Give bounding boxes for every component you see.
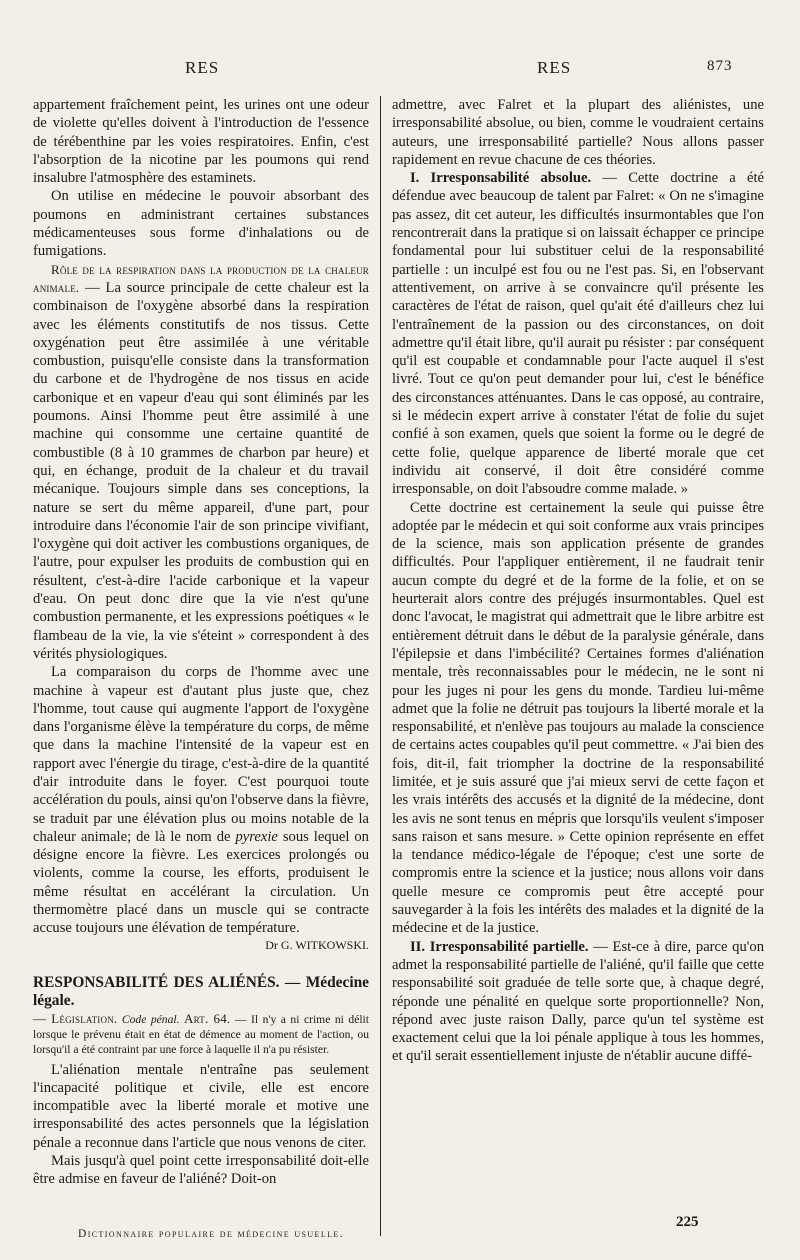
paragraph-text: — Cette doctrine a été défendue avec beaucoup de talent par Falret: « On ne s'imagine pas assez, dit cet auteur, les difficultés insurmontables que l'on rencontrerait dans la pratique si on laissait échapper ce principe fondamental pour lui substituer celui de la responsabilité partielle : un inculpé est fou ou ne l'est pas. Si, en l'observant attentivement, on arrive à se convaincre qu'il présente les caractères de l'état de raison, quel qu'ait été d'ailleurs chez lui l'entraînement de la passion ou des circonstances, on doit admettre qu'il était libre, qu'il aurait pu résister : par conséquent qu'il est coupable et condamnable pour l'acte auquel il s'est livré. Tout ce qu'on peut demander pour lui, c'est le bénéfice des circonstances atténuantes. Dans le cas opposé, au contraire, si le médecin expert arrive à constater l'état de folie du sujet confié à son examen, quels que soient la forme ou le degré de cette folie, quelque apparence de liberté morale que cet individu ait conservé, il doit être considéré comme irresponsable, on doit l'absoudre comme malade. » [392,170,765,498]
paragraph: On utilise en médecine le pouvoir absorbant des poumons en administrant certaines substances médicamenteuses sous forme d'inhalations ou de fumigations. [33,188,369,260]
footer-title: Dictionnaire populaire de médecine usuelle. [78,1228,344,1240]
paragraph [392,938,764,1066]
section-heading: II. Irresponsabilité partielle. [410,938,589,955]
paragraph [33,261,369,664]
paragraph-text: La comparaison du corps de l'homme avec une machine à vapeur est d'autant plus juste que, chez l'homme, tout cause qui augmente l'apport de l'oxygène dans l'organisme élève la température du corps, de même que dans la machine l'intensité de la vapeur est en rapport avec l'énergie du tirage, c'est-à-dire de la quantité d'air introduite dans le foyer. C'est pourquoi toute accélération du pouls, ainsi qu'on l'observe dans la fièvre, se traduit par une élévation plus ou moins notable de la chaleur animale; de là le nom de [33,664,369,845]
legal-notice [33,1011,369,1057]
paragraph: Mais jusqu'à quel point cette irresponsabilité doit-elle être admise en faveur de l'aliéné? Doit-on [33,1153,369,1188]
header-left: RES [185,58,220,77]
paragraph-text: — Est-ce à dire, parce qu'on admet la responsabilité partielle de l'aliéné, qu'il faille que cette responsabilité soit graduée de telle sorte que, à chaque degré, réponde une pénalité en quelque sorte proportionnelle? Non, répond avec juste raison Dally, parce qu'un tel système est exactement celui que la loi pénale applique à tous les hommes, et qu'il serait essentiellement injuste de n'établir aucune diffé- [392,938,764,1065]
paragraph [33,663,369,937]
right-column [392,96,764,1066]
paragraph: admettre, avec Falret et la plupart des aliénistes, une irresponsabilité absolue, ou bien, comme le voudraient certains auteurs, une irresponsabilité partielle? Nous allons passer rapidement en revue chacune de ces théories. [392,97,764,168]
paragraph: appartement fraîchement peint, les urines ont une odeur de violette qu'elles doivent à l'introduction de l'essence de térébenthine par les voies respiratoires. Enfin, c'est l'absorption de la nicotine par les poumons qui rend insalubre l'atmosphère des estaminets. [33,97,369,187]
paragraph-text: — La source principale de cette chaleur est la combinaison de l'oxygène absorbé dans la respiration avec les éléments constitutifs de nos tissus. Cette oxygénation peut être assimilée à une véritable combustion, puisqu'elle consiste dans la transformation du carbone et de l'hydrogène de nos tissus en acide carbonique et en vapeur d'eau qui sont éliminés par les poumons. Ainsi l'homme peut être assimilé à une machine qui consomme une certaine quantité de combustible (8 à 10 grammes de charbon par heure) et qui, en échange, produit de la chaleur et du travail mécanique. Toujours simple dans ses conceptions, la nature se sert du même appareil, d'une part, pour introduire dans l'économie l'air de son principe vivifiant, l'oxygène qui doit activer les combustions organiques, de l'autre, pour expulser les produits de combustion qui en résultent, c'est-à-dire l'acide carbonique et la vapeur d'eau. On peut donc dire que la vie n'est qu'une combustion permanente, et les expressions poétiques « le flambeau de la vie, la vie s'éteint » correspondent à des vérités physiologiques. [33,279,369,662]
italic-term: pyrexie [235,828,278,845]
legal-article: Art. 64. [184,1010,231,1026]
page-number: 873 [707,58,733,74]
column-divider [380,96,381,1236]
left-column [33,96,369,1189]
entry-title: RESPONSABILITÉ DES ALIÉNÉS. — Médecine légale. [33,973,369,1010]
section-heading: I. Irresponsabilité absolue. [410,170,592,187]
legal-text: — Il n'y a ni crime ni délit lorsque le prévenu était en état de démence au moment de l'action, ou lorsqu'il a été contraint par une force à laquelle il n'a pu résister. [33,1012,369,1056]
section-heading: Rôle de la respiration dans la production de la chaleur animale. [33,261,369,295]
running-header [0,58,800,82]
paragraph-text: sous lequel on désigne encore la fièvre. Les exercices prolongés ou violents, comme la course, les efforts, produisent le même résultat en accélérant la circulation. Un thermomètre placé dans un muscle qui se contracte accuse toujours une élévation de température. [33,828,369,937]
legal-code: Code pénal. [121,1012,180,1026]
paragraph [392,169,764,498]
legal-label: — Législation. [33,1010,118,1026]
sheet-signature: 225 [676,1214,699,1230]
author-signature: Dr G. WITKOWSKI. [265,937,369,952]
paragraph: Cette doctrine est certainement la seule qui puisse être adoptée par le médecin et qui soit conforme aux vrais principes de la science, mais son application présente de grandes difficultés. Pour l'appliquer entièrement, il ne faudrait tenir aucun compte du degré et de la forme de la folie, et on se heurterait alors contre des préjugés insurmontables. Quel est donc l'avocat, le magistrat qui admettrait que le libre arbitre est entièrement détruit dans le début de la paralysie générale, dans l'épilepsie et dans l'imbécilité? Certaines formes d'aliénation mentale, très reconnaissables pour le médecin, ne le sont ni pour les juges ni pour les gens du monde. Tardieu lui-même admet que la folie ne détruit pas toujours la liberté morale et la responsabilité, et n'enlève pas toujours au malade la conscience de certains actes coupables qu'il peut commettre. « J'ai bien des fois, dit-il, fait triompher la doctrine de la responsabilité limitée, et je suis assuré que j'ai mieux servi de cette façon et les vrais intérêts des accusés et la dignité de la médecine, dont les avis ne sont tenus en mépris que lorsqu'ils veulent s'imposer sans raison et sans mesure. » Cette opinion représente en effet la tendance médico-légale de l'époque; c'est une sorte de compromis entre la science et la justice; nous allons voir dans quelle mesure ce compromis peut être accepté pour sauvegarder à la fois les intérêts des malades et la dignité de la médecine et de la justice. [392,499,764,937]
paragraph: L'aliénation mentale n'entraîne pas seulement l'incapacité politique et civile, elle est encore incompatible avec la liberté morale et motive une irresponsabilité des actes personnels que la législation pénale a reconnue dans l'article que nous venons de citer. [33,1061,369,1151]
header-center: RES [537,58,572,77]
